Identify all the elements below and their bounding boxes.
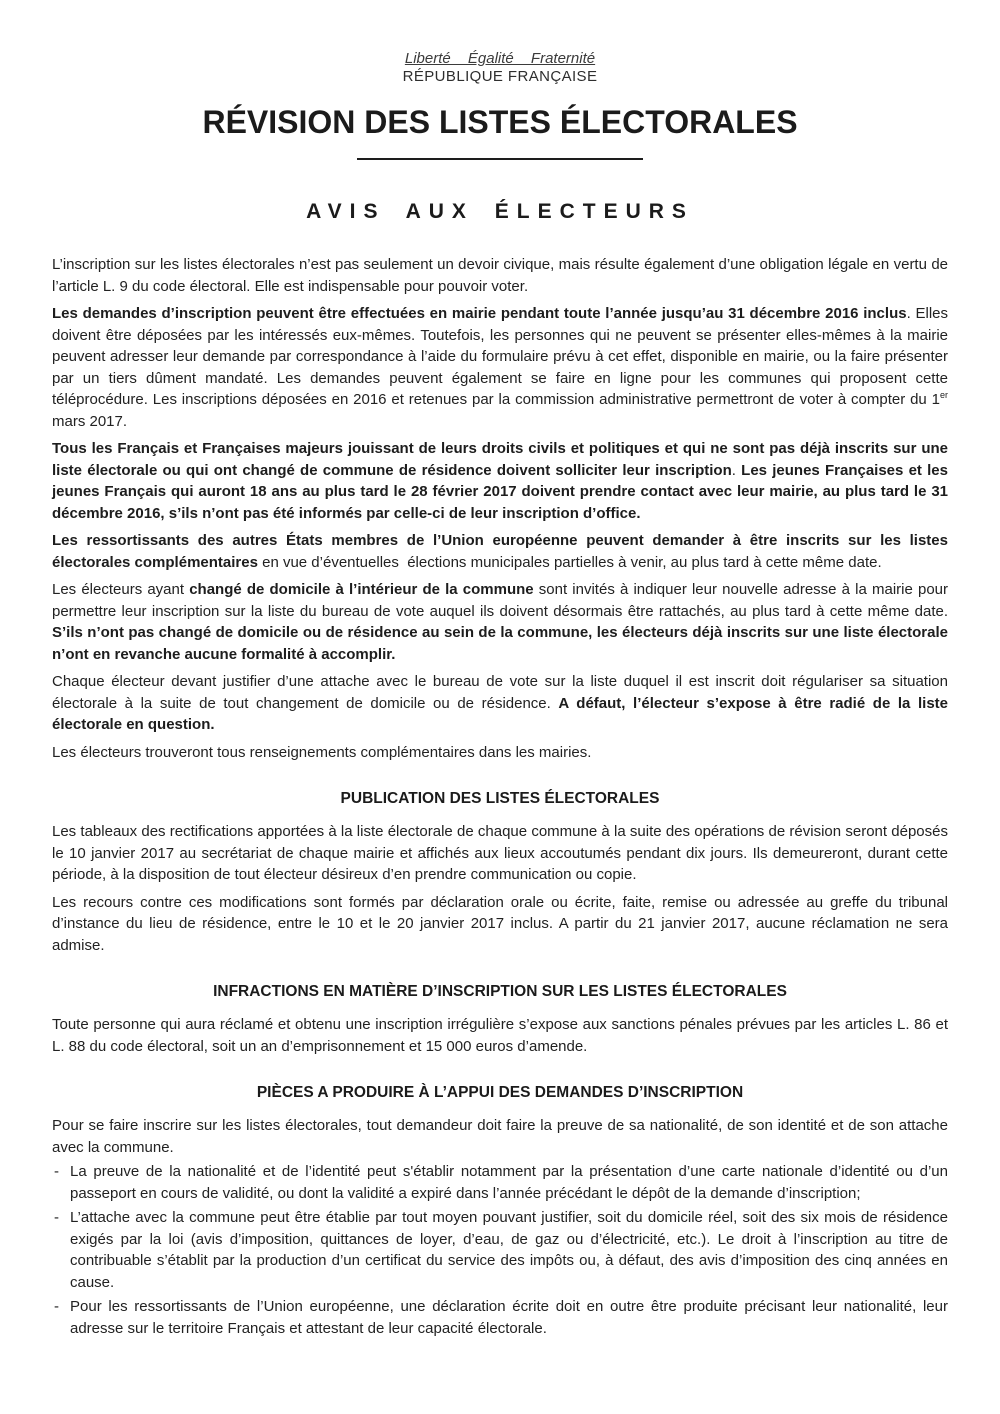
paragraph-text: Chaque électeur devant justifier d’une attache avec le bureau de vote sur la liste duquel il est inscrit doit régulariser sa situation électorale à la suite de tout changement de domicile ou de résidence. (52, 673, 948, 712)
document-title: RÉVISION DES LISTES ÉLECTORALES (202, 104, 798, 140)
paragraph-text: L’inscription sur les listes électorales n’est pas seulement un devoir civique, mais résulte également d’une obligation légale en vertu de l’article L. 9 du code électoral. Elle est indispensable pour pouvoir voter. (52, 256, 948, 295)
dash-bullet: - (54, 1163, 59, 1180)
section-heading-infractions: INFRACTIONS EN MATIÈRE D’INSCRIPTION SUR LES LISTES ÉLECTORALES (213, 983, 787, 1000)
section-heading-publication: PUBLICATION DES LISTES ÉLECTORALES (340, 790, 660, 807)
paragraph-text: Les électeurs ayant (52, 581, 190, 598)
paragraph-domicile (52, 579, 948, 665)
title-divider (357, 158, 643, 160)
dash-bullet: - (54, 1209, 59, 1226)
paragraph-text: . (731, 461, 742, 479)
paragraph-ressortissants (52, 530, 948, 573)
section-heading-pieces: PIÈCES A PRODUIRE À L’APPUI DES DEMANDES D’INSCRIPTION (256, 1084, 744, 1101)
paragraph-demandes (52, 303, 948, 432)
bold-text: Les jeunes Françaises et les jeunes Français qui auront 18 ans au plus tard le 28 février 2017 doivent prendre contact avec leur mairie, au plus tard le 31 décembre 2016, s’ils n’ont pas été informés par celle-ci de leur inscription d’office. (52, 461, 948, 522)
list-item (52, 1296, 948, 1339)
paragraph-attache (52, 671, 948, 736)
bold-text: A défaut, l’électeur s’expose à être radié de la liste électorale en question. (52, 694, 948, 733)
paragraph-text: Les recours contre ces modifications sont formés par déclaration orale ou écrite, faite, remise ou adressée au greffe du tribunal d’instance du lieu de résidence, entre le 10 et le 20 janvier 2017 inclus. A partir du 21 janvier 2017, aucune réclamation ne sera admise. (52, 893, 948, 954)
paragraph-text: en vue d’éventuelles élections municipales partielles à venir, au plus tard à cette même date. (257, 553, 882, 571)
paragraph-renseignements (52, 742, 948, 764)
pieces-list (52, 1161, 948, 1339)
paragraph-text: Les électeurs trouveront tous renseignements complémentaires dans les mairies. (52, 743, 592, 761)
paragraph-intro (52, 254, 948, 297)
paragraph-text: mars 2017. (52, 412, 128, 430)
bold-text: S’ils n’ont pas changé de domicile ou de résidence au sein de la commune, les électeurs déjà inscrits sur une liste électorale n’ont en revanche aucune formalité à accomplir. (52, 624, 948, 663)
bold-text: Les ressortissants des autres États membres de l’Union européenne peuvent demander à être inscrits sur les listes électorales complémentaires (52, 532, 948, 571)
paragraph-text: sont invités à indiquer leur nouvelle adresse à la mairie pour permettre leur inscription sur la liste du bureau de vote auquel ils doivent désormais être rattachés, au plus tard à cette même date. (52, 581, 948, 620)
paragraph-text: Pour se faire inscrire sur les listes électorales, tout demandeur doit faire la preuve de sa nationalité, de son identité et de son attache avec la commune. (52, 1117, 948, 1156)
document-header (52, 50, 948, 224)
republic-name: RÉPUBLIQUE FRANÇAISE (402, 68, 598, 85)
superscript-er: er (939, 390, 948, 400)
paragraph-majeurs (52, 438, 948, 524)
republic-motto: Liberté Égalité Fraternité (404, 50, 596, 67)
list-item (52, 1207, 948, 1293)
bold-text: changé de domicile à l’intérieur de la commune (189, 581, 534, 598)
paragraph-preuve (52, 1115, 948, 1158)
paragraph-tableaux (52, 821, 948, 886)
paragraph-text: Les tableaux des rectifications apportées à la liste électorale de chaque commune à la suite des opérations de révision seront déposés le 10 janvier 2017 au secrétariat de chaque mairie et affichés aux lieux accoutumés pendant dix jours. Ils demeureront, durant cette période, à la disposition de tout électeur désireux d’en prendre communication ou copie. (52, 823, 948, 883)
paragraph-sanctions (52, 1014, 948, 1057)
paragraph-recours (52, 892, 948, 957)
bold-text: Les demandes d’inscription peuvent être effectuées en mairie pendant toute l’année jusqu’au 31 décembre 2016 inclus (52, 305, 907, 322)
bold-text: Tous les Français et Françaises majeurs jouissant de leurs droits civils et politiques et qui ne sont pas déjà inscrits sur une liste électorale ou qui ont changé de commune de résidence doivent solliciter leur inscription (52, 440, 948, 479)
list-item-text: L’attache avec la commune peut être établie par tout moyen pouvant justifier, soit du domicile réel, soit des six mois de résidence exigés par la loi (avis d’imposition, quittances de loyer, d’eau, de gaz ou d’électricité, etc.). Le droit à l’inscription au titre de contribuable s’établit par la production d’un certificat du service des impôts ou, à défaut, des avis d’imposition des cinq années en cause. (70, 1209, 948, 1291)
paragraph-text: Toute personne qui aura réclamé et obtenu une inscription irrégulière s’expose aux sanctions pénales prévues par les articles L. 86 et L. 88 du code électoral, soit un an d’emprisonnement et 15 000 euros d’amende. (52, 1016, 948, 1055)
paragraph-text: . Elles doivent être déposées par les intéressés eux-mêmes. Toutefois, les personnes qui ne peuvent se présenter elles-mêmes à la mairie peuvent adresser leur demande par correspondance à l’aide du formulaire prévu à cet effet, disponible en mairie, ou la faire présenter par un tiers dûment mandaté. Les demandes peuvent également se faire en ligne pour les communes qui proposent cette téléprocédure. Les inscriptions déposées en 2016 et retenues par la commission administrative permettront de voter à compter du 1 (52, 305, 948, 408)
dash-bullet: - (54, 1298, 59, 1315)
list-item-text: Pour les ressortissants de l’Union européenne, une déclaration écrite doit en outre être produite précisant leur nationalité, leur adresse sur le territoire Français et attestant de leur capacité électorale. (70, 1298, 948, 1337)
notice-body (52, 254, 948, 1339)
list-item (52, 1161, 948, 1204)
list-item-text: La preuve de la nationalité et de l’identité peut s'établir notamment par la présentation d’une carte nationale d’identité ou d’un passeport en cours de validité, ou dont la validité a expiré dans l’année précédant le dépôt de la demande d’inscription; (70, 1163, 948, 1202)
notice-heading: AVIS AUX ÉLECTEURS (306, 200, 694, 223)
